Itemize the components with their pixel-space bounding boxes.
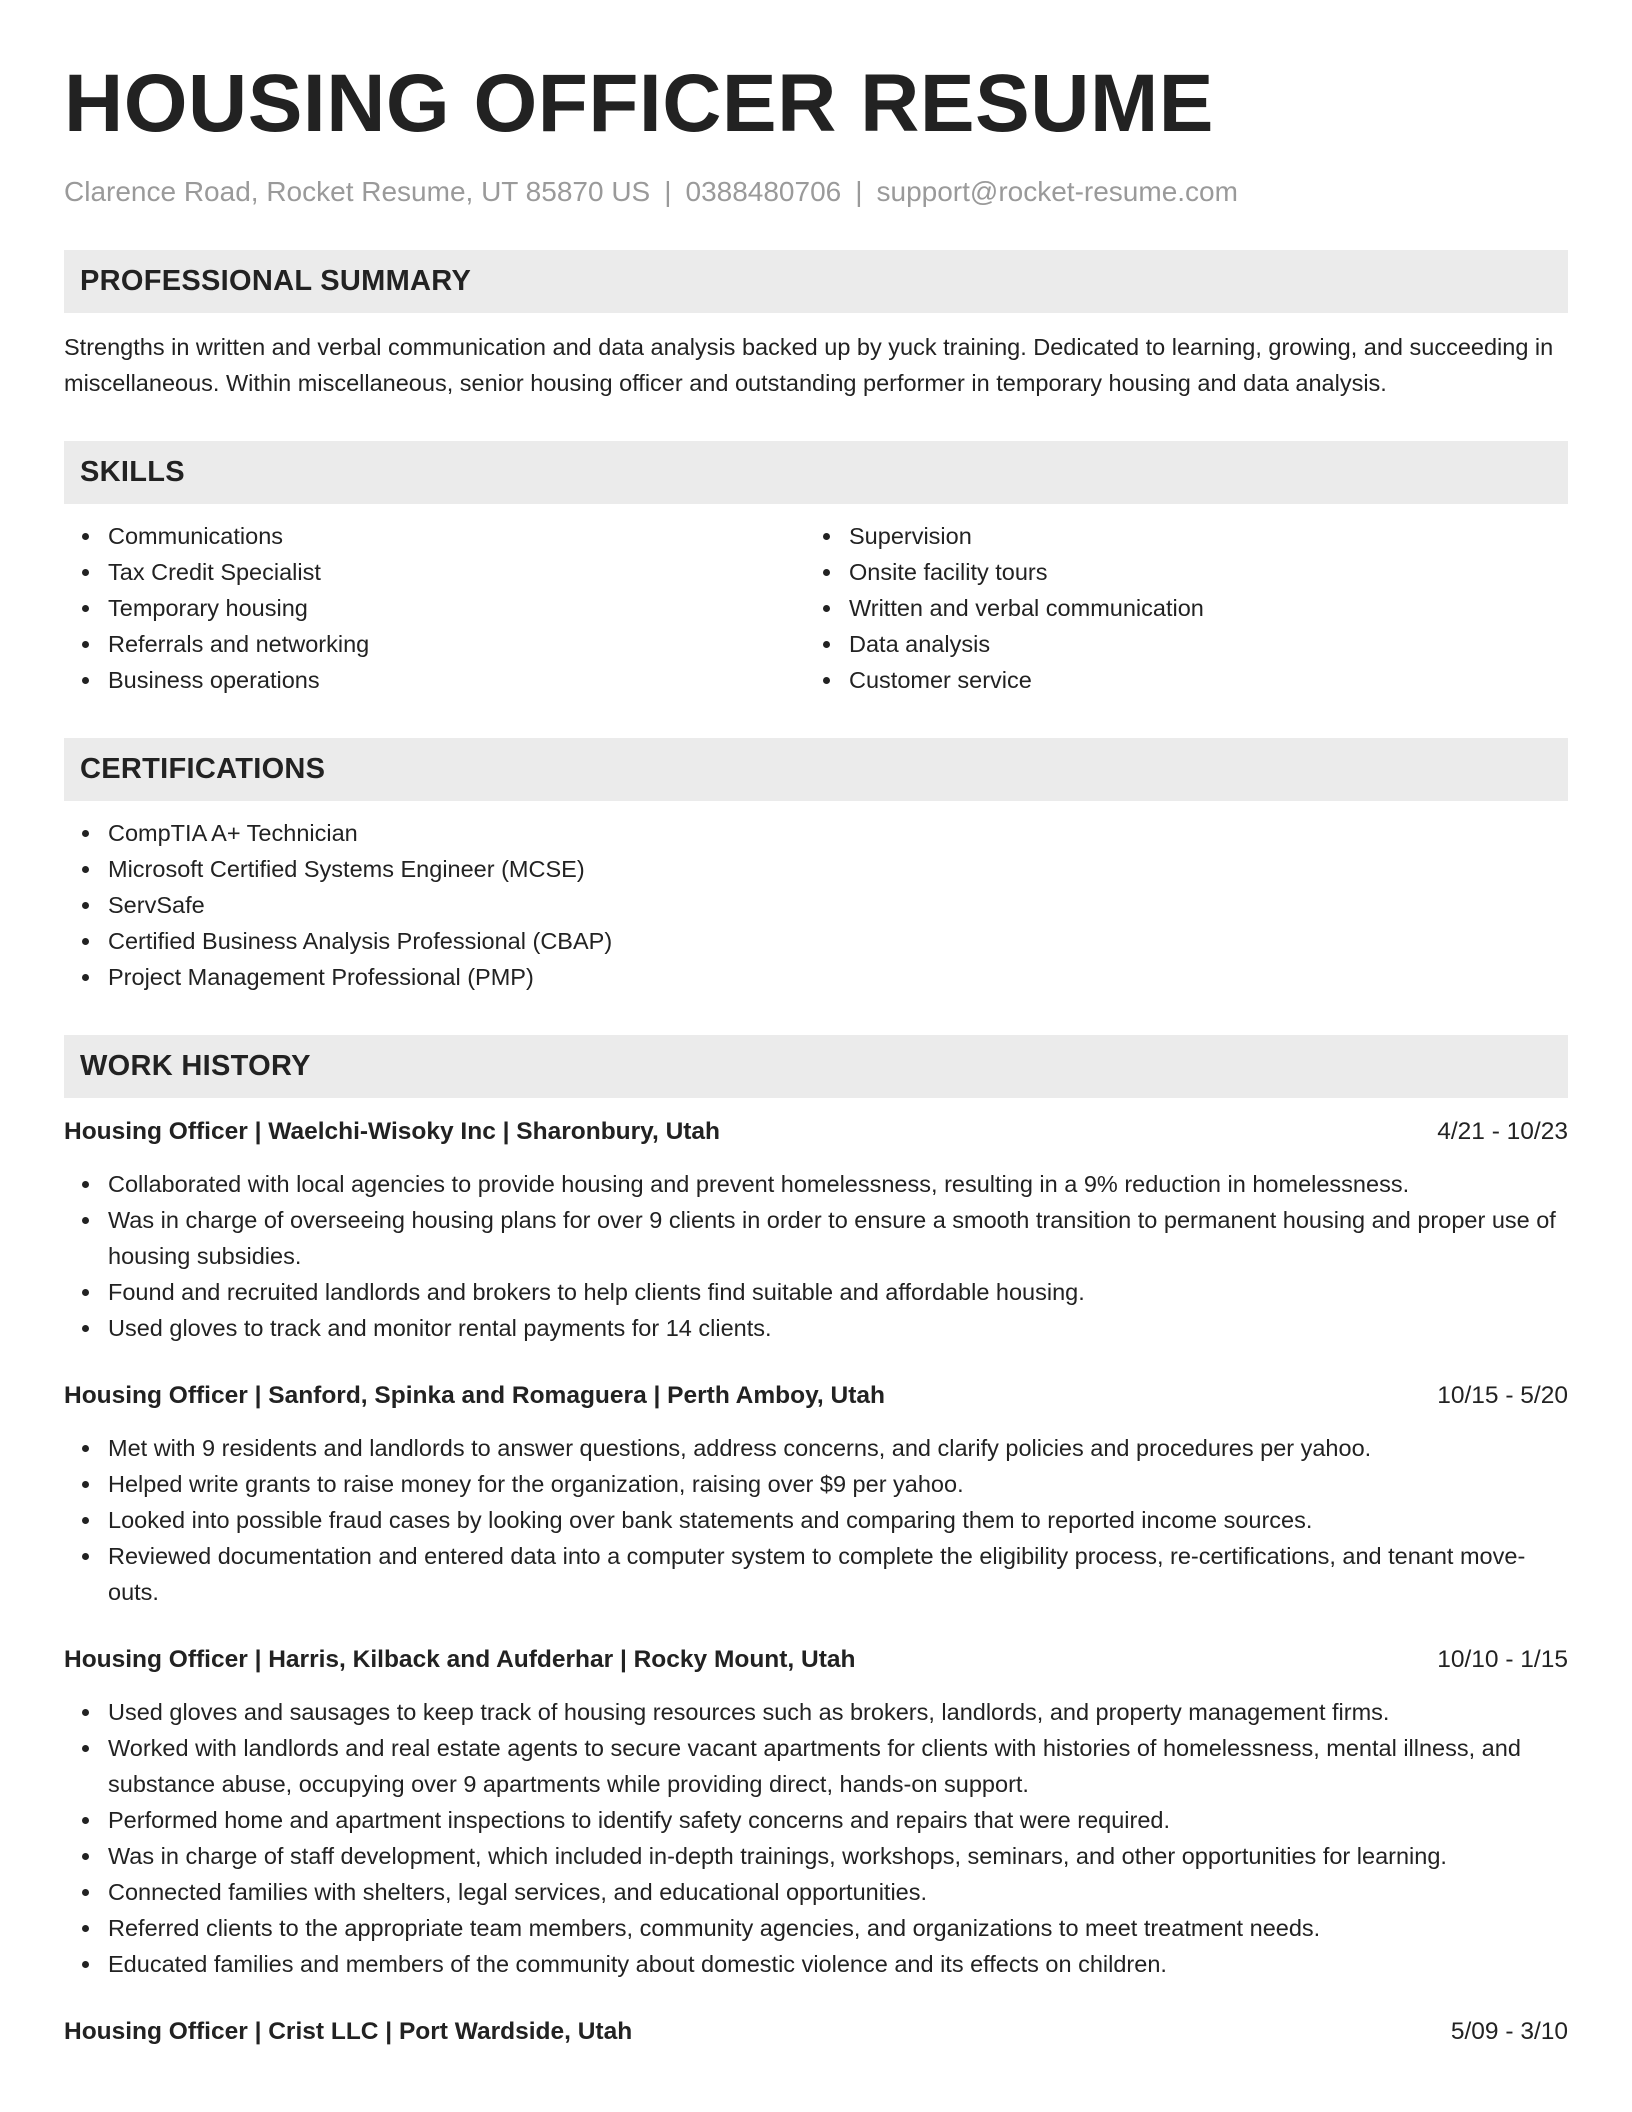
- skill-item: Written and verbal communication: [849, 590, 1546, 626]
- job-bullet: Used gloves to track and monitor rental payments for 14 clients.: [108, 1310, 1568, 1346]
- job-entry: [64, 1114, 1568, 1346]
- job-bullet: Connected families with shelters, legal services, and educational opportunities.: [108, 1874, 1568, 1910]
- work-history-heading: WORK HISTORY: [80, 1050, 311, 1082]
- certification-item: ServSafe: [108, 887, 1568, 923]
- contact-phone: 0388480706: [685, 176, 842, 207]
- job-title: Housing Officer | Sanford, Spinka and Romaguera | Perth Amboy, Utah: [64, 1382, 885, 1409]
- job-title: Housing Officer | Crist LLC | Port Wardside, Utah: [64, 2018, 633, 2045]
- skills-column-left: [64, 518, 805, 698]
- summary-section-header: [64, 250, 1568, 313]
- contact-email[interactable]: support@rocket-resume.com: [876, 176, 1238, 207]
- skill-item: Temporary housing: [108, 590, 805, 626]
- job-dates: 4/21 - 10/23: [1437, 1118, 1568, 1145]
- job-bullet: Met with 9 residents and landlords to answer questions, address concerns, and clarify policies and procedures per yahoo.: [108, 1430, 1568, 1466]
- certification-item: Certified Business Analysis Professional (CBAP): [108, 923, 1568, 959]
- certification-item: Project Management Professional (PMP): [108, 959, 1568, 995]
- skill-item: Customer service: [849, 662, 1546, 698]
- certification-item: Microsoft Certified Systems Engineer (MCSE): [108, 851, 1568, 887]
- certification-item: CompTIA A+ Technician: [108, 815, 1568, 851]
- skill-item: Tax Credit Specialist: [108, 554, 805, 590]
- skill-item: Communications: [108, 518, 805, 554]
- contact-separator: |: [855, 176, 863, 207]
- resume-title: HOUSING OFFICER RESUME: [64, 58, 1214, 149]
- job-bullet: Looked into possible fraud cases by looking over bank statements and comparing them to reported income sources.: [108, 1502, 1568, 1538]
- job-bullet: Referred clients to the appropriate team members, community agencies, and organizations to meet treatment needs.: [108, 1910, 1568, 1946]
- job-bullet: Helped write grants to raise money for the organization, raising over $9 per yahoo.: [108, 1466, 1568, 1502]
- job-bullet: Used gloves and sausages to keep track of housing resources such as brokers, landlords, and property management firms.: [108, 1694, 1568, 1730]
- skills-column-right: [805, 518, 1546, 698]
- job-dates: 10/10 - 1/15: [1437, 1646, 1568, 1673]
- job-entry: [64, 1642, 1568, 1982]
- certifications-list: [64, 815, 1568, 995]
- job-header: [64, 2014, 1568, 2050]
- job-title: Housing Officer | Waelchi-Wisoky Inc | Sharonbury, Utah: [64, 1118, 721, 1145]
- job-header: [64, 1378, 1568, 1414]
- contact-line: [64, 174, 1568, 210]
- skills-list-right: [805, 518, 1546, 698]
- skill-item: Onsite facility tours: [849, 554, 1546, 590]
- skill-item: Referrals and networking: [108, 626, 805, 662]
- job-title: Housing Officer | Harris, Kilback and Aufderhar | Rocky Mount, Utah: [64, 1646, 856, 1673]
- skills-list-left: [64, 518, 805, 698]
- job-bullet: Was in charge of staff development, which included in-depth trainings, workshops, seminars, and other opportunities for learning.: [108, 1838, 1568, 1874]
- job-entry: [64, 2014, 1568, 2050]
- certifications-section-header: [64, 738, 1568, 801]
- job-dates: 10/15 - 5/20: [1437, 1382, 1568, 1409]
- job-bullets: [64, 1166, 1568, 1346]
- skills-section-header: [64, 441, 1568, 504]
- summary-heading: PROFESSIONAL SUMMARY: [80, 265, 472, 297]
- skills-heading: SKILLS: [80, 456, 185, 488]
- job-entry: [64, 1378, 1568, 1610]
- job-bullet: Worked with landlords and real estate agents to secure vacant apartments for clients with histories of homelessness, mental illness, and substance abuse, occupying over 9 apartments while providing direct, hands-on support.: [108, 1730, 1568, 1802]
- contact-address: Clarence Road, Rocket Resume, UT 85870 US: [64, 176, 651, 207]
- skill-item: Data analysis: [849, 626, 1546, 662]
- job-bullet: Found and recruited landlords and brokers to help clients find suitable and affordable housing.: [108, 1274, 1568, 1310]
- job-bullet: Was in charge of overseeing housing plans for over 9 clients in order to ensure a smooth transition to permanent housing and proper use of housing subsidies.: [108, 1202, 1568, 1274]
- contact-separator: |: [664, 176, 672, 207]
- job-bullet: Reviewed documentation and entered data into a computer system to complete the eligibility process, re-certifications, and tenant move-outs.: [108, 1538, 1568, 1610]
- summary-text: Strengths in written and verbal communication and data analysis backed up by yuck training. Dedicated to learning, growing, and succeeding in miscellaneous. Within miscellaneous, senior housing officer and outstanding performer in temporary housing and data analysis.: [64, 334, 1554, 396]
- skill-item: Supervision: [849, 518, 1546, 554]
- skill-item: Business operations: [108, 662, 805, 698]
- certifications-heading: CERTIFICATIONS: [80, 753, 326, 785]
- job-bullet: Performed home and apartment inspections to identify safety concerns and repairs that were required.: [108, 1802, 1568, 1838]
- work-history-section-header: [64, 1035, 1568, 1098]
- job-header: [64, 1114, 1568, 1150]
- job-header: [64, 1642, 1568, 1678]
- job-bullet: Educated families and members of the community about domestic violence and its effects on children.: [108, 1946, 1568, 1982]
- job-bullet: Collaborated with local agencies to provide housing and prevent homelessness, resulting in a 9% reduction in homelessness.: [108, 1166, 1568, 1202]
- job-bullets: [64, 1430, 1568, 1610]
- job-bullets: [64, 1694, 1568, 1982]
- job-dates: 5/09 - 3/10: [1450, 2018, 1568, 2045]
- skills-grid: [64, 518, 1568, 698]
